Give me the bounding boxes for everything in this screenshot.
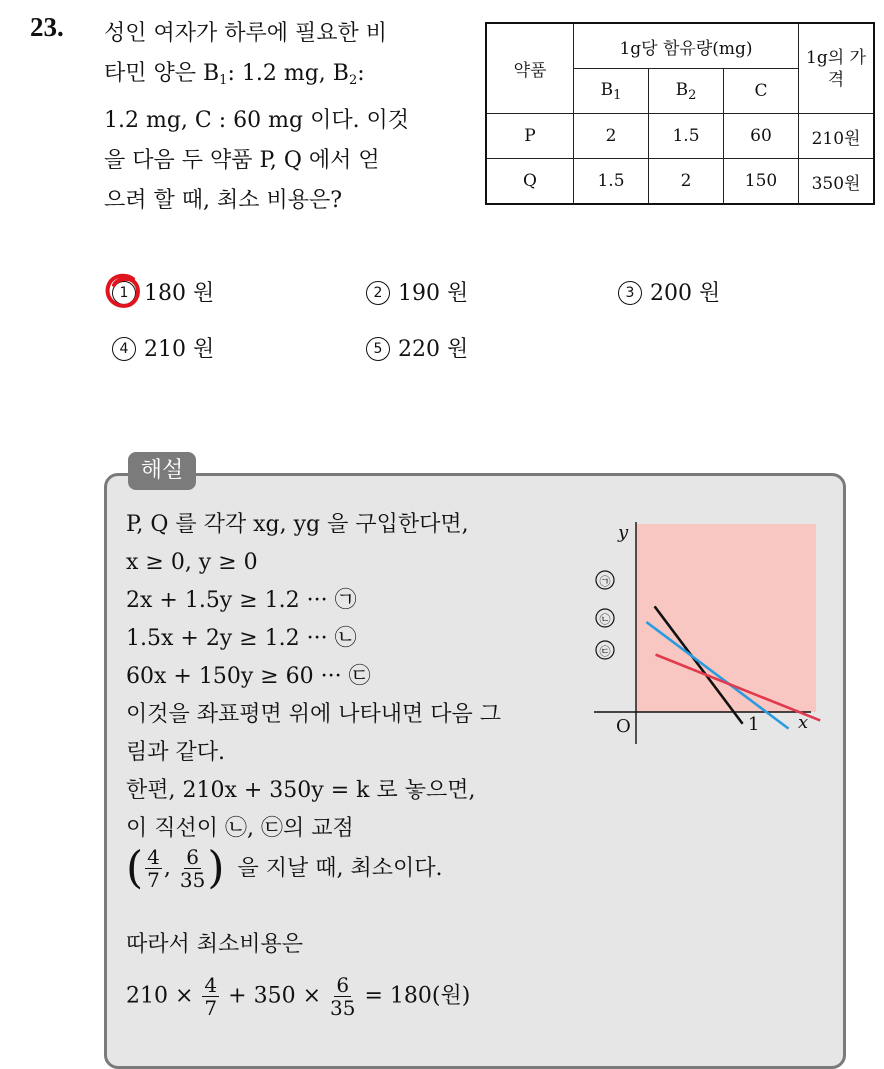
header-price: 1g의 가격 xyxy=(799,23,875,114)
cell-price: 350원 xyxy=(799,159,875,205)
question-line: 으려 할 때, 최소 비용은? xyxy=(104,188,343,213)
col-c: C xyxy=(724,69,799,114)
solution-line: 이것을 좌표평면 위에 나타내면 다음 그 xyxy=(126,702,501,727)
feasible-region-graph xyxy=(586,516,826,746)
solution-line: 한편, 210x + 350y = k 로 놓으면, xyxy=(126,778,476,803)
cell-c: 150 xyxy=(724,159,799,205)
col-b1: $B_1$ xyxy=(574,69,649,114)
choice-1[interactable]: 1 180 원 xyxy=(112,276,214,307)
choice-3[interactable]: 3 200 원 xyxy=(618,276,720,307)
solution-line: 이 직선이 ㉡, ㉢의 교점 xyxy=(126,816,354,841)
solution-line: 림과 같다. xyxy=(126,740,225,765)
cell-drug: P xyxy=(486,114,574,159)
question-line: 타민 양은 $B_1$: 1.2 mg, $B_2$: xyxy=(104,61,365,88)
origin-label: O xyxy=(616,716,631,737)
choice-5[interactable]: 5 220 원 xyxy=(366,332,468,363)
solution-final-line: 210 × $\frac{4}{7}$ + 350 × $\frac{6}{35}$ = 180(원) xyxy=(126,973,471,1020)
line-label-c: ㉢ xyxy=(599,645,611,658)
vitamin-table xyxy=(485,22,875,205)
header-drug: 약품 xyxy=(486,23,574,114)
cell-drug: Q xyxy=(486,159,574,205)
line-label-a: ㉠ xyxy=(599,575,611,588)
fraction: $\frac{4}{7}$ xyxy=(204,973,218,1020)
choice-number: 3 xyxy=(618,281,642,305)
solution-line: 2x + 1.5y ≥ 1.2 ··· ㉠ xyxy=(126,588,357,613)
solution-line: 따라서 최소비용은 xyxy=(126,932,304,957)
cell-b2: 2 xyxy=(649,159,724,205)
choice-number: 2 xyxy=(366,281,390,305)
x-axis-label: x xyxy=(798,712,809,733)
question-text xyxy=(104,14,449,221)
header-content: 1g당 함유량(mg) xyxy=(574,23,799,69)
y-axis-label: y xyxy=(618,522,629,543)
table-row xyxy=(486,114,874,159)
choice-number: 5 xyxy=(366,337,390,361)
choice-number: 1 xyxy=(112,281,136,305)
question-line: 1.2 mg, C : 60 mg 이다. 이것 xyxy=(104,108,410,133)
choice-2[interactable]: 2 190 원 xyxy=(366,276,468,307)
col-b2: $B_2$ xyxy=(649,69,724,114)
fraction: $\frac{6}{35}$ xyxy=(330,973,356,1020)
cell-b2: 1.5 xyxy=(649,114,724,159)
question-line: 성인 여자가 하루에 필요한 비 xyxy=(104,21,387,46)
solution-line: P, Q 를 각각 xg, yg 을 구입한다면, xyxy=(126,512,469,537)
question-number: 23. xyxy=(30,12,64,42)
cell-price: 210원 xyxy=(799,114,875,159)
solution-line: 60x + 150y ≥ 60 ··· ㉢ xyxy=(126,664,371,689)
line-label-b: ㉡ xyxy=(599,613,611,626)
choice-4[interactable]: 4 210 원 xyxy=(112,332,214,363)
solution-line: x ≥ 0, y ≥ 0 xyxy=(126,550,258,575)
question-line: 을 다음 두 약품 P, Q 에서 얻 xyxy=(104,148,380,173)
fraction: $\frac{6}{35}$ xyxy=(179,845,206,892)
solution-point-line: ( $\frac{4}{7}$ , $\frac{6}{35}$ ) 을 지날 때, 최소이다. xyxy=(126,842,443,894)
table-row xyxy=(486,159,874,205)
solution-line: 1.5x + 2y ≥ 1.2 ··· ㉡ xyxy=(126,626,357,651)
tick-label-one: 1 xyxy=(748,714,760,735)
cell-c: 60 xyxy=(724,114,799,159)
choice-number: 4 xyxy=(112,337,136,361)
cell-b1: 1.5 xyxy=(574,159,649,205)
solution-tag: 해설 xyxy=(128,452,196,490)
fraction: $\frac{4}{7}$ xyxy=(147,845,160,892)
cell-b1: 2 xyxy=(574,114,649,159)
